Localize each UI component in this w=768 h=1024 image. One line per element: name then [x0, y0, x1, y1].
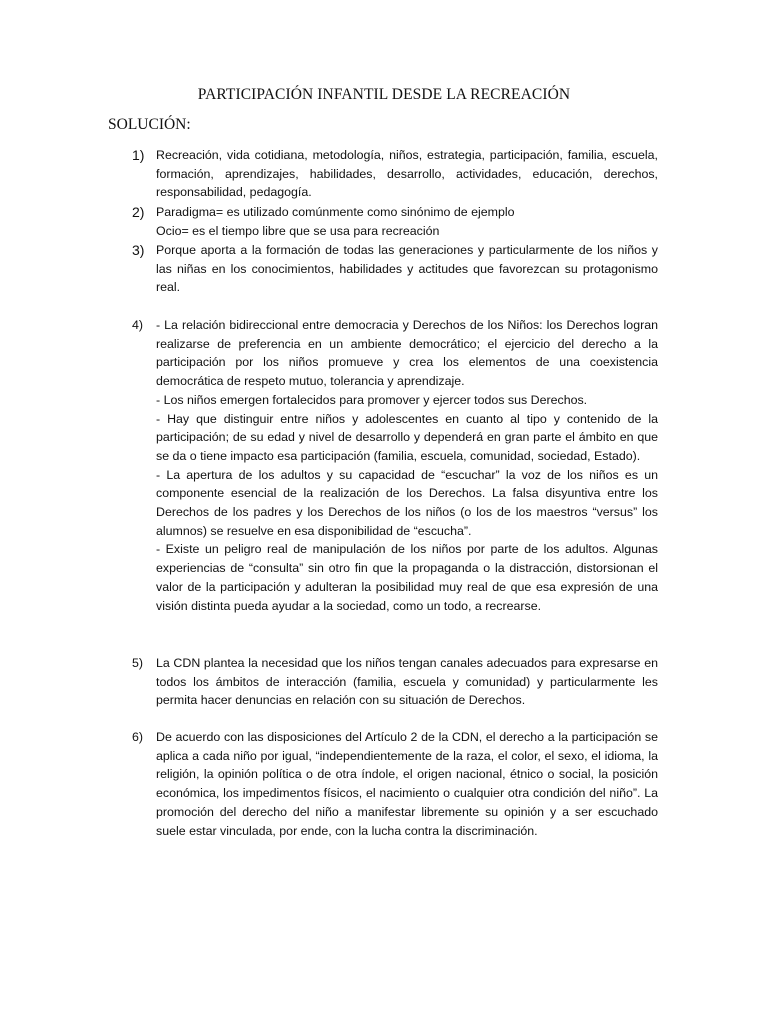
item-paragraph: Paradigma= es utilizado comúnmente como sinónimo de ejemplo — [156, 205, 515, 219]
item-paragraph: - La apertura de los adultos y su capacidad de “escuchar” la voz de los niños es un componente esencial de la realización de los Derechos. La falsa disyuntiva entre los Derechos de los padres y los Derechos de los niños (o los de los maestros “versus” los alumnos) se resuelve en esa disponibilidad de “escucha”. — [156, 467, 658, 538]
item-paragraph: La CDN plantea la necesidad que los niños tengan canales adecuados para expresarse en todos los ámbitos de interacción (familia, escuela y comunidad) y particularmente les permita hacer denuncias en relación con su situación de Derechos. — [156, 656, 658, 708]
answer-item-2 — [132, 203, 658, 240]
item-number: 6) — [132, 730, 144, 744]
item-number: 4) — [132, 318, 144, 332]
answer-item-6 — [132, 728, 658, 840]
answer-item-1 — [132, 146, 658, 202]
item-paragraph: - Hay que distinguir entre niños y adolescentes en cuanto al tipo y contenido de la participación; de su edad y nivel de desarrollo y dependerá en gran parte el ámbito en que se da o tiene impacto esa participación (familia, escuela, comunidad, sociedad, Estado). — [156, 411, 658, 463]
answer-item-3 — [132, 241, 658, 297]
item-paragraph: Recreación, vida cotidiana, metodología, niños, estrategia, participación, familia, escuela, formación, aprendizajes, habilidades, desarrollo, actividades, educación, derechos, responsabilidad, pedagogía. — [156, 148, 658, 200]
document-title: PARTICIPACIÓN INFANTIL DESDE LA RECREACIÓN — [197, 86, 571, 103]
item-paragraph: - Existe un peligro real de manipulación de los niños por parte de los adultos. Algunas experiencias de “consulta” sin otro fin que la propaganda o la distracción, distorsionan el valor de la participación y adulteran la posibilidad muy real de que esa expresión de una visión distinta pueda ayudar a la sociedad, como un todo, a recrearse. — [156, 542, 658, 613]
item-paragraph: - La relación bidireccional entre democracia y Derechos de los Niños: los Derechos logran realizarse de preferencia en un ambiente democrático; el ejercicio del derecho a la participación por los niños promueve y crea los elementos de una coexistencia democrática de respeto mutuo, tolerancia y aprendizaje. — [156, 318, 658, 389]
answer-item-4 — [132, 316, 658, 615]
item-number: 2) — [132, 204, 145, 220]
item-number: 5) — [132, 656, 144, 670]
item-paragraph: Ocio= es el tiempo libre que se usa para recreación — [156, 223, 440, 238]
item-paragraph: - Los niños emergen fortalecidos para promover y ejercer todos sus Derechos. — [156, 392, 588, 407]
item-number: 1) — [132, 147, 145, 163]
item-paragraph: Porque aporta a la formación de todas las generaciones y particularmente de los niños y las niñas en los conocimientos, habilidades y actitudes que favorezcan su protagonismo real. — [156, 243, 658, 295]
item-number: 3) — [132, 242, 145, 258]
solution-label: SOLUCIÓN: — [108, 116, 191, 133]
answer-item-5 — [132, 654, 658, 710]
item-paragraph: De acuerdo con las disposiciones del Artículo 2 de la CDN, el derecho a la participación se aplica a cada niño por igual, “independientemente de la raza, el color, el sexo, el idioma, la religión, la opinión política o de otra índole, el origen nacional, étnico o social, la posición económica, los impedimentos físicos, el nacimiento o cualquier otra condición del niño”. La promoción del derecho del niño a manifestar libremente su opinión y a ser escuchado suele estar vinculada, por ende, con la lucha contra la discriminación. — [156, 730, 658, 838]
